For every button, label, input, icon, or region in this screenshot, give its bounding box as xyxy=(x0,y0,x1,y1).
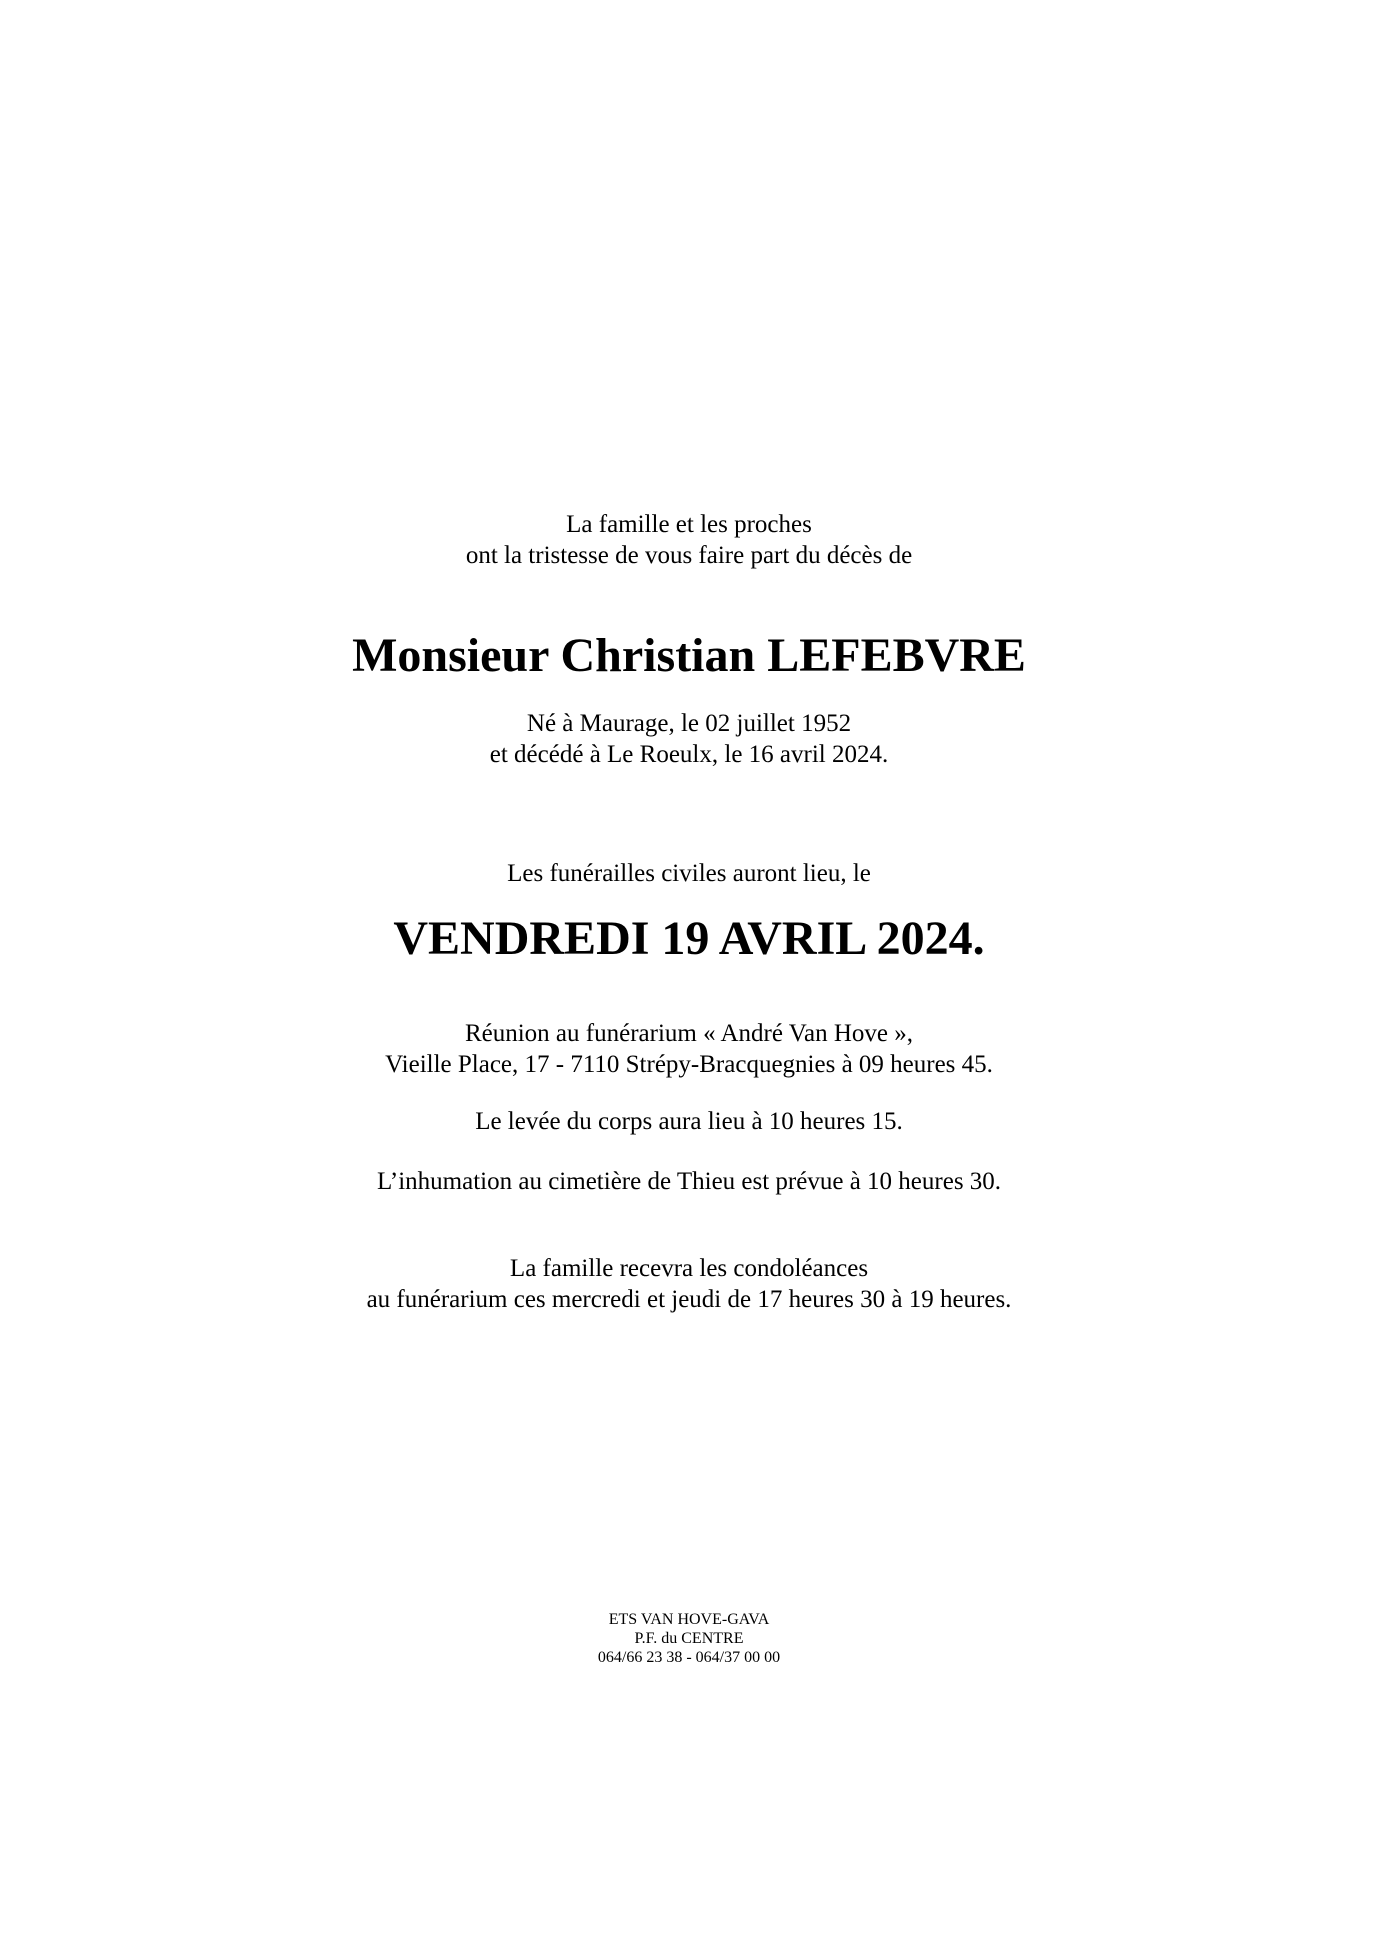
intro-line-1: La famille et les proches xyxy=(566,511,812,538)
condolences-block xyxy=(0,1253,1378,1315)
intro-line-2: ont la tristesse de vous faire part du décès de xyxy=(465,542,913,569)
burial-line: L’inhumation au cimetière de Thieu est prévue à 10 heures 30. xyxy=(376,1168,1002,1195)
meeting-block xyxy=(0,1018,1378,1080)
deceased-name: Monsieur Christian LEFEBVRE xyxy=(352,629,1026,682)
footer-company: ETS VAN HOVE-GAVA xyxy=(608,1611,770,1628)
intro-block xyxy=(0,509,1378,571)
funeral-home-footer xyxy=(0,1610,1378,1667)
meeting-line-1: Réunion au funérarium « André Van Hove », xyxy=(464,1020,914,1047)
death-line: et décédé à Le Roeulx, le 16 avril 2024. xyxy=(489,741,889,768)
birth-death-block xyxy=(0,708,1378,770)
condolences-line-2: au funérarium ces mercredi et jeudi de 17 heures 30 à 19 heures. xyxy=(366,1286,1012,1313)
meeting-line-2: Vieille Place, 17 - 7110 Strépy-Bracquegnies à 09 heures 45. xyxy=(385,1051,993,1078)
footer-phones: 064/66 23 38 - 064/37 00 00 xyxy=(597,1649,781,1666)
funeral-announcement: Les funérailles civiles auront lieu, le xyxy=(507,860,871,887)
levee-line: Le levée du corps aura lieu à 10 heures 15. xyxy=(475,1108,903,1135)
footer-subtitle: P.F. du CENTRE xyxy=(634,1630,744,1647)
condolences-line-1: La famille recevra les condoléances xyxy=(509,1255,869,1282)
birth-line: Né à Maurage, le 02 juillet 1952 xyxy=(526,710,852,737)
funeral-date: VENDREDI 19 AVRIL 2024. xyxy=(393,912,985,965)
